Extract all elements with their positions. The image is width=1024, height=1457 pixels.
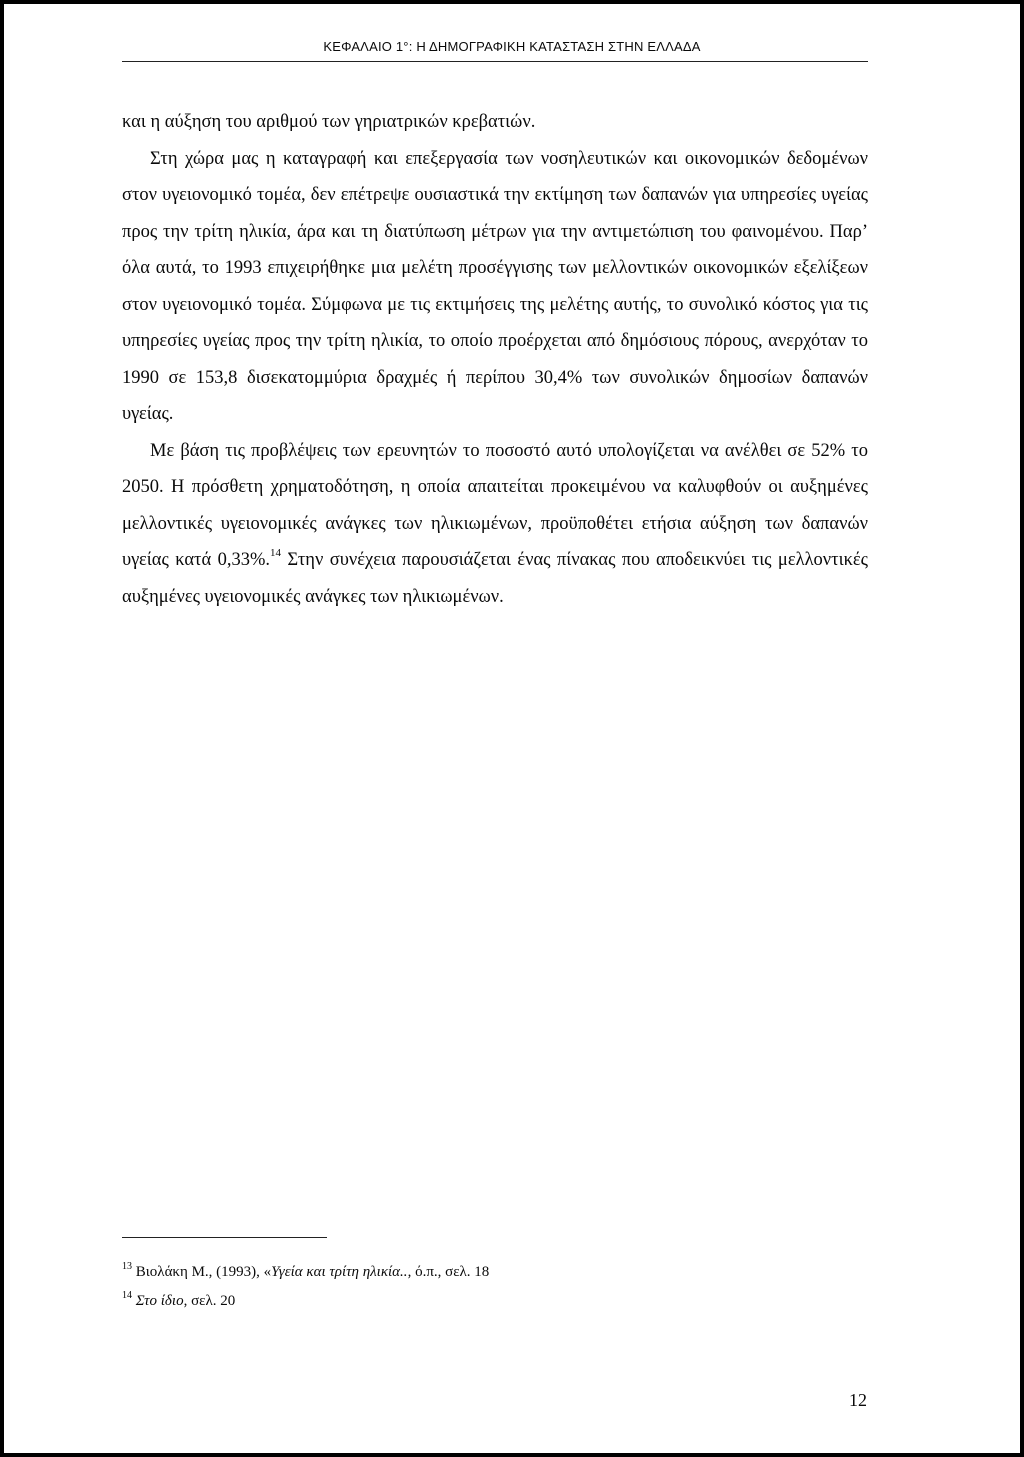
footnote-number: 13	[122, 1261, 132, 1272]
paragraph-continuation: και η αύξηση του αριθμού των γηριατρικών κρεβατιών.	[122, 112, 536, 132]
footnote-14	[122, 1287, 489, 1316]
footnote-title: Υγεία και τρίτη ηλικία..	[271, 1264, 408, 1280]
paragraph-projections	[122, 433, 868, 616]
body-text	[122, 104, 868, 615]
footnote-text-end: , σελ. 20	[183, 1293, 236, 1309]
footnote-13	[122, 1258, 489, 1287]
projections-text-continued: Στην συνέχεια παρουσιάζεται ένας πίνακας που αποδεικνύει τις μελλοντικές αυξημένες υγειονομικές ανάγκες των ηλικιωμένων.	[122, 550, 868, 607]
footnote-ref-14[interactable]: 14	[270, 547, 281, 559]
footnote-text: Βιολάκη Μ., (1993), «	[132, 1264, 272, 1280]
document-page	[4, 4, 1020, 1453]
header-rule	[122, 61, 868, 62]
footnote-number: 14	[122, 1290, 132, 1301]
projections-text: Με βάση τις προβλέψεις των ερευνητών το ποσοστό αυτό υπολογίζεται να ανέλθει σε 52% το 2050. Η πρόσθετη χρηματοδότηση, η οποία απαιτείται προκειμένου να καλυφθούν οι αυξημένες μελλοντικές υγειονομικές ανάγκες των ηλικιωμένων, προϋποθέτει ετήσια αύξηση των δαπανών υγείας κατά 0,33%.	[122, 440, 868, 570]
running-header: ΚΕΦΑΛΑΙΟ 1°: Η ΔΗΜΟΓΡΑΦΙΚΗ ΚΑΤΑΣΤΑΣΗ ΣΤΗΝ ΕΛΛΑΔΑ	[323, 39, 701, 54]
paragraph-costs: Στη χώρα μας η καταγραφή και επεξεργασία των νοσηλευτικών και οικονομικών δεδομένων στον υγειονομικό τομέα, δεν επέτρεψε ουσιαστικά την εκτίμηση των δαπανών για υπηρεσίες υγείας προς την τρίτη ηλικία, άρα και τη διατύπωση μέτρων για την αντιμετώπιση του φαινομένου. Παρ’ όλα αυτά, το 1993 επιχειρήθηκε μια μελέτη προσέγγισης των μελλοντικών οικονομικών εξελίξεων στον υγειονομικό τομέα. Σύμφωνα με τις εκτιμήσεις της μελέτης αυτής, το συνολικό κόστος για τις υπηρεσίες υγείας προς την τρίτη ηλικία, το οποίο προέρχεται από δημόσιους πόρους, ανερχόταν το 1990 σε 153,8 δισεκατομμύρια δραχμές ή περίπου 30,4% των συνολικών δημοσίων δαπανών υγείας.	[122, 148, 868, 424]
footnote-rule	[122, 1237, 327, 1238]
footnote-text-end: , ό.π., σελ. 18	[407, 1264, 490, 1280]
page-number: 12	[849, 1390, 867, 1410]
footnote-title: Στο ίδιο	[135, 1293, 184, 1309]
footnotes	[122, 1258, 489, 1316]
